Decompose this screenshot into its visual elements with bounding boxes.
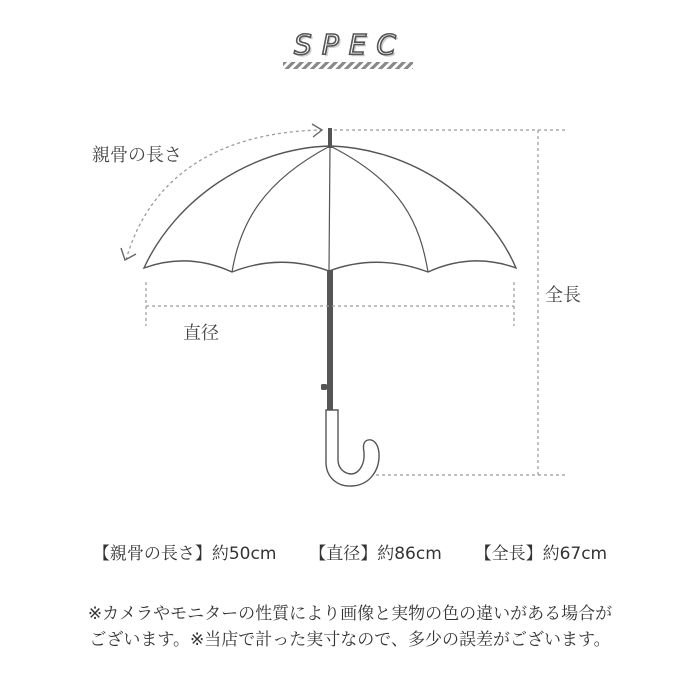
spec-total-value: 約67cm xyxy=(542,544,608,564)
note-line: ございます。※当店で計った実寸なので、多少の誤差がございます。 xyxy=(89,630,611,650)
umbrella-tip xyxy=(328,128,332,148)
spec-diameter-value: 約86cm xyxy=(377,544,442,564)
rib-arrow-end xyxy=(312,124,322,137)
spec-rib-value: 約50cm xyxy=(211,544,277,564)
umbrella-button xyxy=(321,384,327,390)
spec-rib-label: 【親骨の長さ】 xyxy=(92,544,212,564)
total-length-label: 全長 xyxy=(545,285,581,306)
umbrella-shaft xyxy=(327,270,333,410)
spec-title: SPEC xyxy=(294,28,406,61)
note-line: ※カメラやモニターの性質により画像と実物の色の違いがある場合が xyxy=(87,604,613,624)
diameter-label: 直径 xyxy=(183,323,219,344)
spec-diameter-label: 【直径】 xyxy=(309,544,378,564)
rib-arrow-start xyxy=(121,248,136,260)
umbrella-handle xyxy=(326,410,379,486)
spec-summary xyxy=(0,539,700,564)
spec-total-label: 【全長】 xyxy=(474,544,543,564)
rib-length-label: 親骨の長さ xyxy=(92,145,182,166)
